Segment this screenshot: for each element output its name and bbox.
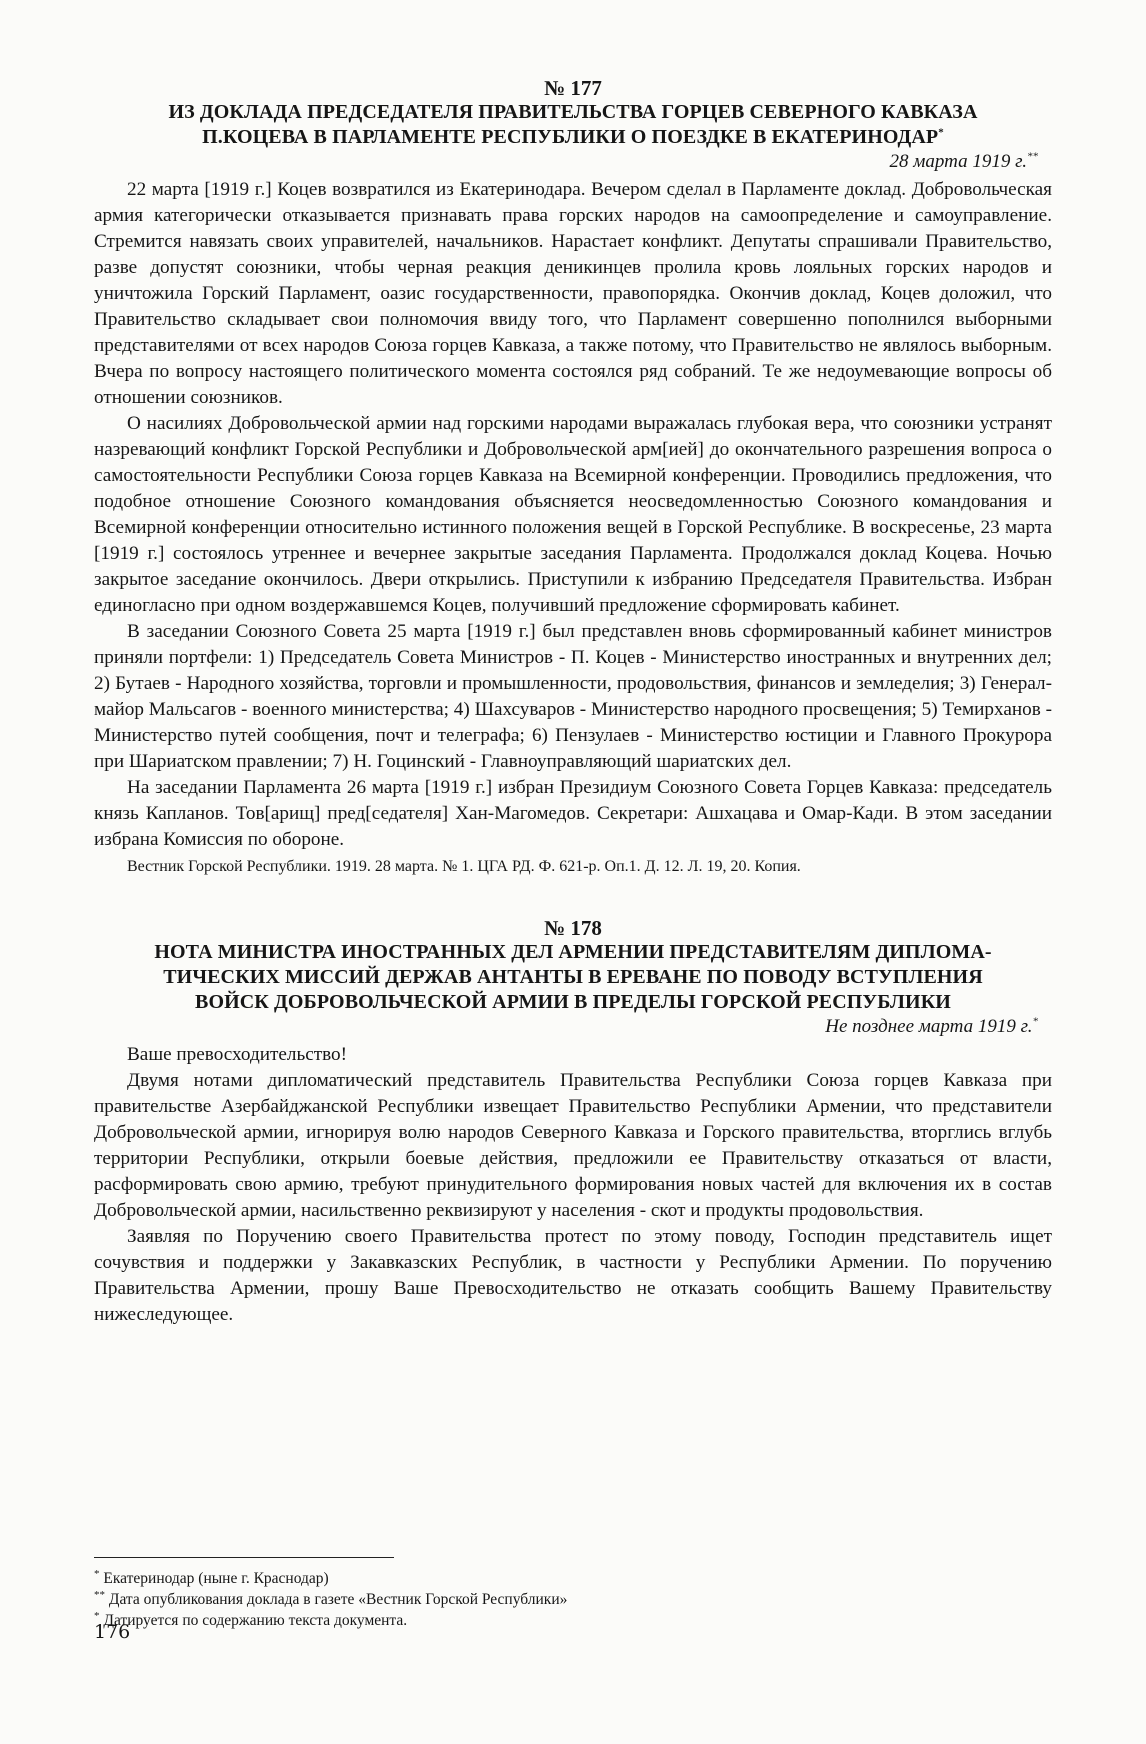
date-text: Не позднее марта 1919 г. [825,1016,1033,1037]
paragraph: 22 марта [1919 г.] Коцев возвратился из Екатеринодара. Вечером сделал в Парламенте доклад. Добровольческая армия категорически отказывается признавать права горских народов на самоопределение и самоуправление. Стремится навязать своих управителей, начальников. Нарастает конфликт. Депутаты спрашивали Правительство, разве допустят союзники, чтобы черная реакция деникинцев пролила кровь лояльных горских народов и уничтожила Горский Парламент, оазис государственности, правопорядка. Окончив доклад, Коцев доложил, что Правительство складывает свои полномочия ввиду того, что Парламент совершенно пополнился выборными представителями от всех народов Союза горцев Кавказа, а также потому, что Правительство не являлось выборным. Вчера по вопросу настоящего политического момента состоялся ряд собраний. Те же недоумевающие вопросы об отношении союзников. [94,179,1052,408]
title-line: ВОЙСК ДОБРОВОЛЬЧЕСКОЙ АРМИИ В ПРЕДЕЛЫ ГОРСКОЙ РЕСПУБЛИКИ [195,991,951,1013]
footnote [94,1610,1052,1631]
footnote-text: Дата опубликования доклада в газете «Вестник Горской Республики» [108,1591,568,1608]
section-spacer [94,878,1052,916]
document-date-178 [94,1015,1038,1039]
footnote-mark: * [938,126,944,139]
document-date-177 [94,150,1038,174]
title-line: ИЗ ДОКЛАДА ПРЕДСЕДАТЕЛЯ ПРАВИТЕЛЬСТВА ГОРЦЕВ СЕВЕРНОГО КАВКАЗА [168,101,978,123]
date-text: 28 марта 1919 г. [889,151,1027,172]
footnote-mark: * [1032,1015,1038,1028]
footnote [94,1589,1052,1610]
footnote-text: Екатеринодар (ныне г. Краснодар) [103,1570,329,1587]
footnotes [94,1557,1052,1631]
footnote-divider [94,1557,394,1558]
footnote-mark: ** [94,1588,105,1601]
paragraph: Заявляя по Поручению своего Правительства протест по этому поводу, Господин представитель ищет сочувствия и поддержки у Закавказских Республик, в частности у Республики Армении. По поручению Правительства Армении, прошу Ваше Превосходительство не отказать сообщить Вашему Правительству нижеследующее. [94,1226,1052,1325]
footnote-text: Датируется по содержанию текста документа. [103,1612,408,1629]
greeting: Ваше превосходительство! [127,1044,348,1065]
title-line: ТИЧЕСКИХ МИССИЙ ДЕРЖАВ АНТАНТЫ В ЕРЕВАНЕ ПО ПОВОДУ ВСТУПЛЕНИЯ [163,966,983,988]
paragraph: Двумя нотами дипломатический представитель Правительства Республики Союза горцев Кавказа при правительстве Азербайджанской Республики извещает Правительство Республики Армении, что представители Добровольческой армии, игнорируя волю народов Северного Кавказа и Горского правительства, вторглись вглубь территории Республики, открыли боевые действия, предложили ее Правительству отказаться от власти, расформировать свою армию, требуют принудительного формирования новых частей для включения их в состав Добровольческой армии, насильственно реквизируют у населения - скот и продукты продовольствия. [94,1070,1052,1221]
footnote-mark: * [94,1567,100,1580]
document-number-178: № 178 [544,916,602,940]
paragraph: О насилиях Добровольческой армии над горскими народами выражалась глубокая вера, что союзники устранят назревающий конфликт Горской Республики и Добровольческой арм[ией] до окончательного разрешения вопроса о самостоятельности Республики Союза горцев Кавказа на Всемирной конференции. Проводились предложения, что подобное отношение Союзного командования объясняется неосведомленностью Союзного командования и Всемирной конференции относительно истинного положения вещей в Горской Республике. В воскресенье, 23 марта [1919 г.] состоялось утреннее и вечернее закрытые заседания Парламента. Продолжался доклад Коцева. Ночью закрытое заседание окончилось. Двери открылись. Приступили к избранию Председателя Правительства. Избран единогласно при одном воздержавшемся Коцев, получивший предложение сформировать кабинет. [94,413,1052,616]
footnote-mark: ** [1027,150,1038,163]
footnote-mark: * [94,1609,100,1622]
document-number-177: № 177 [544,76,602,100]
paragraph: На заседании Парламента 26 марта [1919 г.] избран Президиум Союзного Совета Горцев Кавказа: председатель князь Капланов. Тов[арищ] пред[седателя] Хан-Магомедов. Секретари: Ашхацава и Омар-Кади. В этом заседании избрана Комиссия по обороне. [94,777,1052,850]
source-citation: Вестник Горской Республики. 1919. 28 марта. № 1. ЦГА РД. Ф. 621-р. Оп.1. Д. 12. Л. 19, 20. Копия. [127,858,801,875]
page-number: 176 [94,1621,131,1643]
title-line: НОТА МИНИСТРА ИНОСТРАННЫХ ДЕЛ АРМЕНИИ ПРЕДСТАВИТЕЛЯМ ДИПЛОМА- [154,941,992,963]
paragraph: В заседании Союзного Совета 25 марта [1919 г.] был представлен вновь сформированный кабинет министров приняли портфели: 1) Председатель Совета Министров - П. Коцев - Министерство иностранных и внутренних дел; 2) Бутаев - Народного хозяйства, торговли и промышленности, продовольствия, финансов и земледелия; 3) Генерал-майор Мальсагов - военного министерства; 4) Шахсуваров - Министерство народного просвещения; 5) Темирханов - Министерство путей сообщения, почт и телеграфа; 6) Пензулаев - Министерство юстиции и Главного Прокурора при Шариатском правлении; 7) Н. Гоцинский - Главноуправляющий шариатских дел. [94,621,1052,772]
title-line: П.КОЦЕВА В ПАРЛАМЕНТЕ РЕСПУБЛИКИ О ПОЕЗДКЕ В ЕКАТЕРИНОДАР [202,126,939,148]
document-title-177 [94,100,1052,150]
footnote [94,1568,1052,1589]
document-title-178 [94,940,1052,1015]
